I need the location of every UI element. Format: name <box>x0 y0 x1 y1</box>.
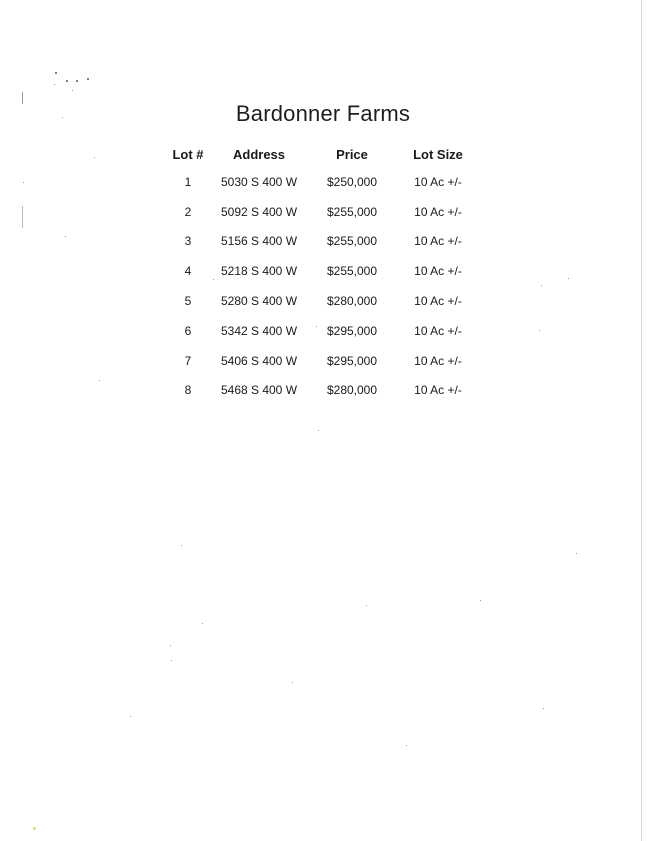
cell-price: $280,000 <box>326 383 378 398</box>
header-address: Address <box>232 146 286 162</box>
cell-lot-size: 10 Ac +/- <box>414 383 462 398</box>
scan-speck <box>72 90 73 91</box>
cell-lot: 6 <box>184 323 192 338</box>
cell-address: 5406 S 400 W <box>220 353 298 368</box>
scan-speck <box>23 182 24 183</box>
scan-mark <box>22 206 23 228</box>
cell-lot: 4 <box>184 264 192 279</box>
cell-price: $280,000 <box>326 294 378 309</box>
cell-price: $255,000 <box>326 264 378 279</box>
cell-lot: 5 <box>184 294 192 309</box>
cell-lot-size: 10 Ac +/- <box>414 204 462 219</box>
scan-speck <box>171 660 172 661</box>
cell-lot: 2 <box>184 204 192 219</box>
page-title: Bardonner Farms <box>235 101 411 126</box>
scan-speck <box>87 78 89 80</box>
cell-address: 5030 S 400 W <box>220 174 298 189</box>
scan-speck <box>568 278 569 279</box>
cell-price: $250,000 <box>326 174 378 189</box>
cell-price: $255,000 <box>326 204 378 219</box>
scan-speck <box>94 157 95 158</box>
scan-speck <box>406 745 407 746</box>
cell-price: $295,000 <box>326 323 378 338</box>
cell-lot: 1 <box>184 174 192 189</box>
scan-speck <box>66 80 68 82</box>
header-price: Price <box>336 146 368 162</box>
cell-lot: 3 <box>184 234 192 249</box>
cell-lot: 7 <box>184 353 192 368</box>
table-row <box>158 286 472 316</box>
scan-speck <box>130 716 131 717</box>
cell-address: 5092 S 400 W <box>220 204 298 219</box>
cell-lot-size: 10 Ac +/- <box>414 323 462 338</box>
cell-lot-size: 10 Ac +/- <box>414 174 462 189</box>
table-row <box>158 167 472 197</box>
table-header-row <box>158 141 472 167</box>
scan-speck <box>292 682 293 683</box>
header-lot: Lot # <box>172 146 204 162</box>
scan-speck <box>366 605 367 606</box>
cell-lot-size: 10 Ac +/- <box>414 264 462 279</box>
scan-speck <box>170 645 171 646</box>
scan-speck <box>99 380 100 381</box>
cell-lot-size: 10 Ac +/- <box>414 294 462 309</box>
lots-table <box>158 141 472 405</box>
scan-speck <box>480 600 481 601</box>
scan-speck <box>539 330 540 331</box>
cell-price: $295,000 <box>326 353 378 368</box>
table-row <box>158 197 472 227</box>
cell-address: 5156 S 400 W <box>220 234 298 249</box>
cell-price: $255,000 <box>326 234 378 249</box>
cell-address: 5342 S 400 W <box>220 323 298 338</box>
cell-lot: 8 <box>184 383 192 398</box>
table-row <box>158 256 472 286</box>
table-row <box>158 316 472 346</box>
cell-address: 5468 S 400 W <box>220 383 298 398</box>
scan-speck <box>54 84 55 85</box>
scan-speck <box>181 545 182 546</box>
scan-speck <box>202 623 203 624</box>
cell-address: 5280 S 400 W <box>220 294 298 309</box>
cell-lot-size: 10 Ac +/- <box>414 234 462 249</box>
scan-speck <box>65 236 66 237</box>
table-row <box>158 346 472 376</box>
scan-speck <box>55 72 57 74</box>
scan-speck <box>33 827 36 830</box>
scan-speck <box>541 285 542 286</box>
scan-speck <box>318 430 319 431</box>
table-row <box>158 376 472 406</box>
header-lot-size: Lot Size <box>413 146 463 162</box>
table-row <box>158 227 472 257</box>
scan-speck <box>76 80 78 82</box>
cell-lot-size: 10 Ac +/- <box>414 353 462 368</box>
cell-address: 5218 S 400 W <box>220 264 298 279</box>
scan-speck <box>576 553 577 554</box>
scan-speck <box>543 708 544 709</box>
